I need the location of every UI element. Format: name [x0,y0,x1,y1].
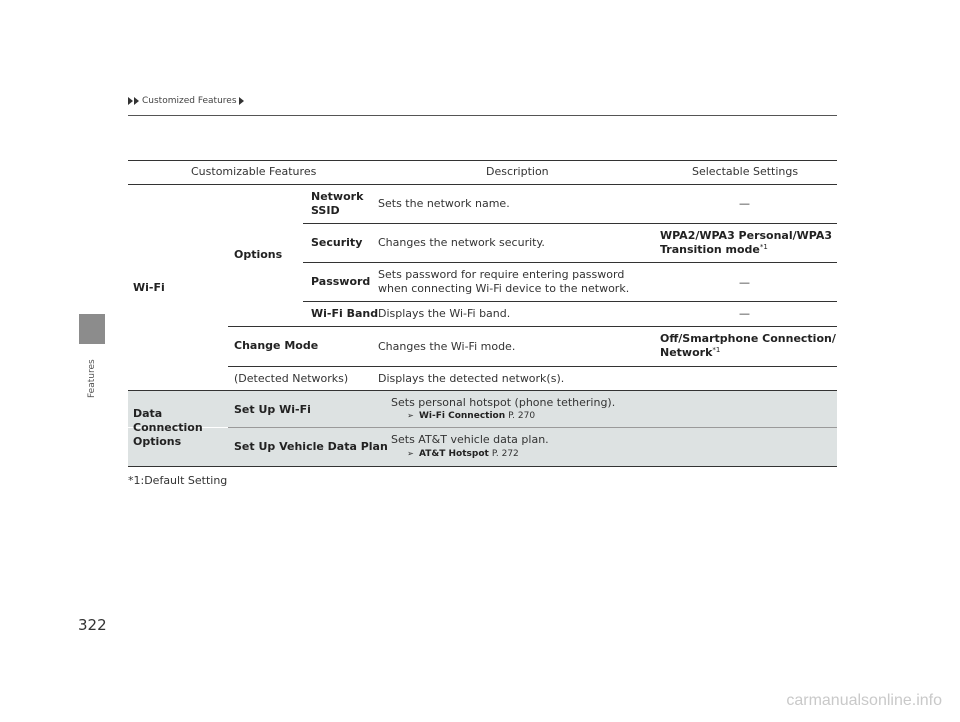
arrow-reference-icon: ➢ [407,411,414,420]
footnote-marker: *1 [759,243,768,251]
row-wifi-band-label: Wi-Fi Band [311,307,379,320]
row-password-setting: — [739,276,750,289]
header-divider [128,115,837,116]
row-security-label: Security [311,236,363,249]
row-wifi-band-description: Displays the Wi-Fi band. [378,307,511,320]
footnote-default-setting: *1:Default Setting [128,474,228,487]
breadcrumb-arrow-icon [239,97,244,105]
header-description: Description [486,165,549,178]
row-change-mode-label: Change Mode [234,339,319,352]
group-data-connection-options: Data Connection Options [133,407,203,448]
row-set-up-data-plan-description: Sets AT&T vehicle data plan. [391,433,549,446]
row-change-mode-setting: Off/Smartphone Connection/ Network$^{*1}$ [660,332,836,359]
row-divider [228,326,837,327]
table-header-rule [128,184,837,185]
row-set-up-data-plan-label: Set Up Vehicle Data Plan [234,440,388,453]
row-change-mode-description: Changes the Wi-Fi mode. [378,340,516,353]
row-password-description: Sets password for require entering password when connecting Wi-Fi device to the network. [378,268,630,295]
row-security-setting: WPA2/WPA3 Personal/WPA3 Transition mode$^{*1}$ [660,229,832,256]
row-divider [303,301,837,302]
section-tab-marker [79,314,105,344]
att-hotspot-reference-link[interactable]: ➢ AT&T Hotspot P. 272 [407,449,519,459]
footnote-marker: *1 [712,346,721,354]
arrow-reference-icon: ➢ [407,449,414,458]
row-set-up-wifi-description: Sets personal hotspot (phone tethering). [391,396,616,409]
wifi-connection-reference-link[interactable]: ➢ Wi-Fi Connection P. 270 [407,411,536,421]
row-divider [303,262,837,263]
header-selectable-settings: Selectable Settings [692,165,799,178]
breadcrumb-link[interactable]: Customized Features [142,96,237,106]
watermark: carmanualsonline.info [786,692,942,709]
section-label: Features [87,359,97,398]
row-divider [228,366,837,367]
row-set-up-wifi-label: Set Up Wi-Fi [234,403,311,416]
header-customizable-features: Customizable Features [191,165,317,178]
breadcrumb-arrow-icon [134,97,139,105]
breadcrumb-arrow-icon [128,97,133,105]
row-network-ssid-setting: — [739,197,750,210]
row-network-ssid-label: Network SSID [311,190,364,217]
row-password-label: Password [311,275,371,288]
breadcrumb [128,94,245,108]
row-network-ssid-description: Sets the network name. [378,197,510,210]
table-bottom-rule [128,466,837,467]
row-wifi-band-setting: — [739,307,750,320]
subgroup-options: Options [234,248,283,261]
page-number: 322 [78,616,107,634]
row-divider [303,223,837,224]
group-wifi: Wi-Fi [133,281,165,294]
table-top-rule [128,160,837,161]
row-detected-networks-label: (Detected Networks) [234,372,349,385]
row-detected-networks-description: Displays the detected network(s). [378,372,565,385]
row-divider [228,427,837,428]
row-security-description: Changes the network security. [378,236,545,249]
row-divider [128,390,837,391]
